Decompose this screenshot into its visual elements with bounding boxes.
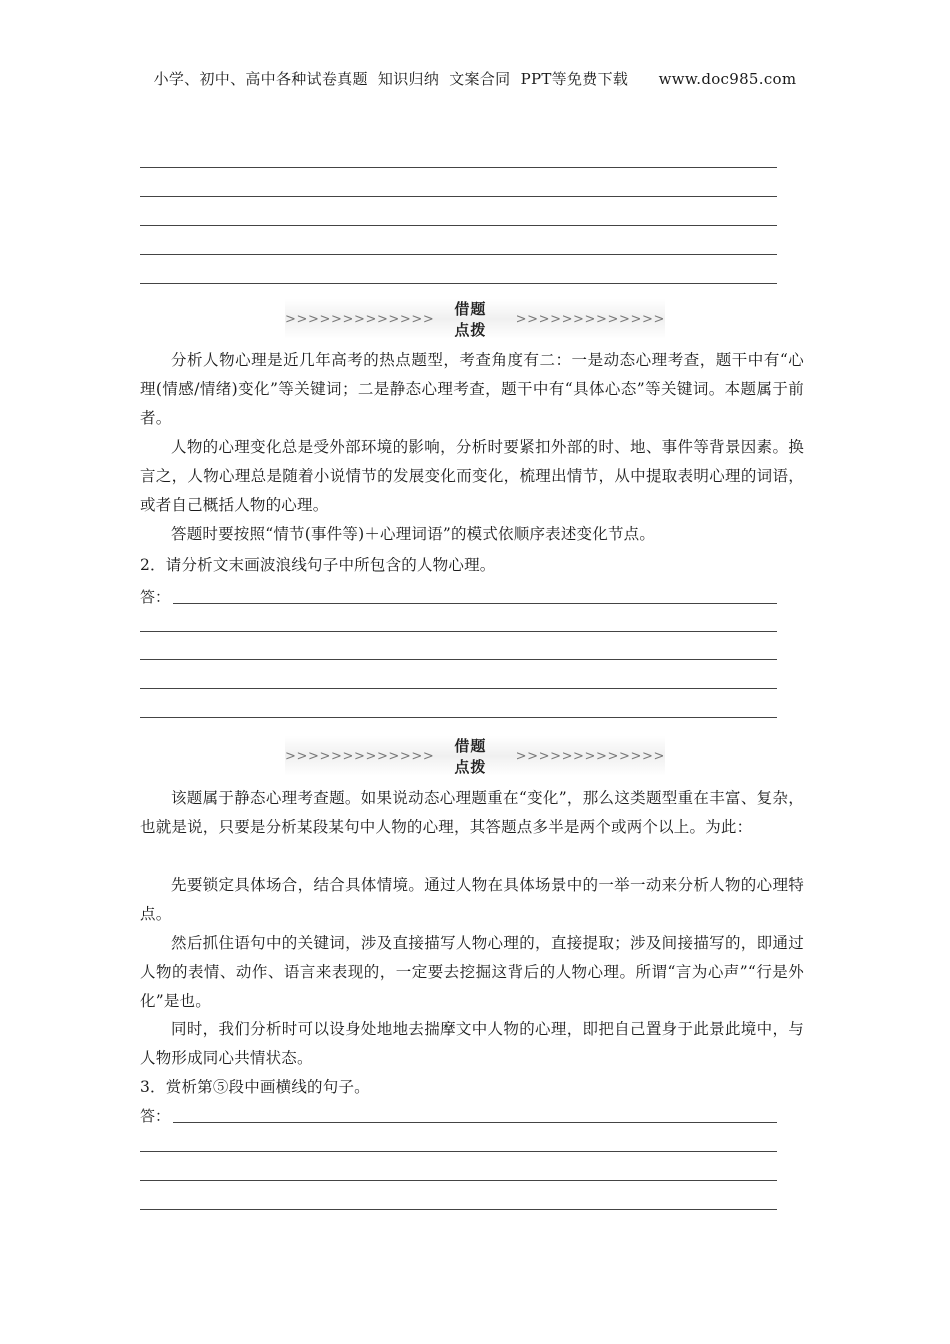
answer-line[interactable] [140, 1151, 777, 1152]
tip-paragraph: 然后抓住语句中的关键词，涉及直接描写人物心理的，直接提取；涉及间接描写的，即通过人物的表情、动作、语言来表现的，一定要去挖掘这背后的人物心理。所谓“言为心声”“行是外化”是也。 [140, 934, 804, 1010]
answer-line[interactable] [140, 196, 777, 197]
header-site-url: www.doc985.com [658, 70, 797, 88]
tip-paragraph: 同时，我们分析时可以设身处地地去揣摩文中人物的心理，即把自己置身于此景此境中，与人物形成同心共情状态。 [140, 1020, 804, 1067]
banner-arrows-right: >>>>>>>>>>>>> [515, 748, 665, 764]
answer-row [140, 1105, 777, 1127]
banner-arrows-left: >>>>>>>>>>>>> [285, 311, 435, 327]
banner-arrows-right: >>>>>>>>>>>>> [515, 311, 665, 327]
question-2: 2．请分析文末画波浪线句子中所包含的人物心理。 [140, 556, 496, 574]
answer-line[interactable] [140, 283, 777, 284]
page-header [0, 68, 950, 89]
answer-line[interactable] [140, 1180, 777, 1181]
answer-line[interactable] [140, 659, 777, 660]
answer-row [140, 586, 777, 608]
tip-paragraph: 该题属于静态心理考查题。如果说动态心理题重在“变化”，那么这类题型重在丰富、复杂，也就是说，只要是分析某段某句中人物的心理，其答题点多半是两个或两个以上。为此： [140, 789, 804, 836]
header-site-description: 小学、初中、高中各种试卷真题 知识归纳 文案合同 PPT等免费下载 [153, 70, 629, 88]
banner-title: 借题点拨 [454, 300, 487, 339]
answer-line[interactable] [140, 631, 777, 632]
tip-paragraph: 答题时要按照“情节(事件等)＋心理词语”的模式依顺序表述变化节点。 [171, 525, 656, 543]
answer-line[interactable] [173, 603, 777, 604]
tip-paragraph: 分析人物心理是近几年高考的热点题型，考查角度有二：一是动态心理考查，题干中有“心理(情感/情绪)变化”等关键词；二是静态心理考查，题干中有“具体心态”等关键词。本题属于前者。 [140, 351, 804, 427]
banner-arrows-left: >>>>>>>>>>>>> [285, 748, 435, 764]
answer-line[interactable] [140, 688, 777, 689]
answer-line[interactable] [140, 254, 777, 255]
answer-line[interactable] [140, 1209, 777, 1210]
answer-label: 答： [140, 1107, 171, 1125]
answer-label: 答： [140, 588, 171, 606]
answer-line[interactable] [140, 167, 777, 168]
tip-paragraph: 人物的心理变化总是受外部环境的影响，分析时要紧扣外部的时、地、事件等背景因素。换言之，人物心理总是随着小说情节的发展变化而变化，梳理出情节，从中提取表明心理的词语，或者自己概括人物的心理。 [140, 438, 804, 514]
answer-line[interactable] [173, 1122, 777, 1123]
tip-banner [285, 299, 665, 339]
banner-title: 借题点拨 [454, 737, 487, 776]
answer-line[interactable] [140, 225, 777, 226]
answer-line[interactable] [140, 717, 777, 718]
tip-banner [285, 736, 665, 776]
question-3: 3．赏析第⑤段中画横线的句子。 [140, 1078, 370, 1096]
tip-paragraph: 先要锁定具体场合，结合具体情境。通过人物在具体场景中的一举一动来分析人物的心理特点。 [140, 876, 804, 923]
